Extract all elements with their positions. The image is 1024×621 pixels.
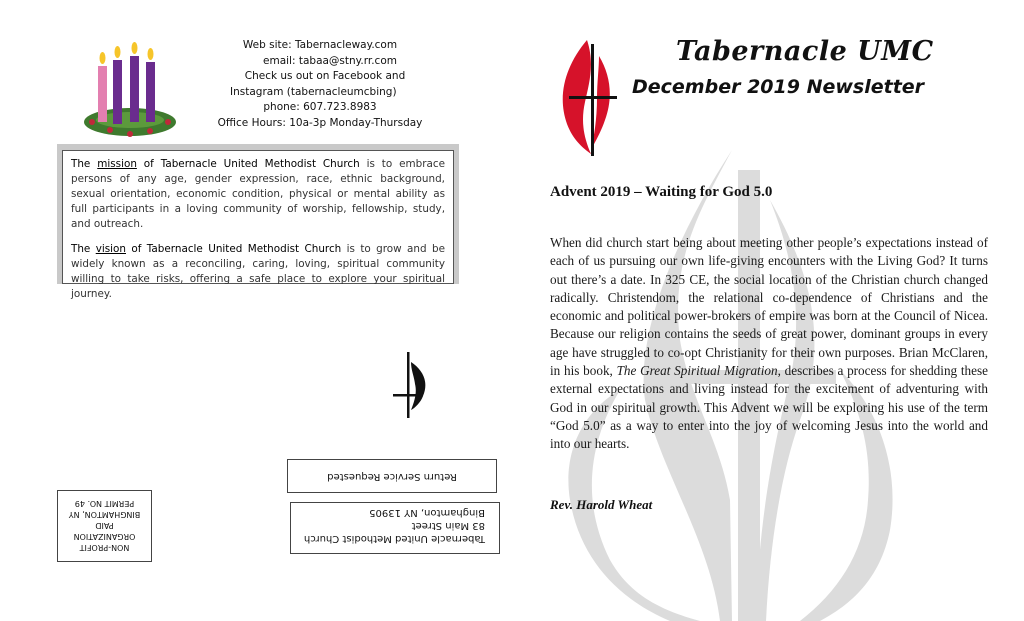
- permit-line-1: NON-PROFIT: [79, 543, 130, 552]
- address-line-1: Tabernacle United Methodist Church: [303, 533, 485, 544]
- return-address-box: [290, 502, 500, 554]
- umc-cross-flame-logo: [555, 36, 627, 156]
- phone-text: phone: 607.723.8983: [263, 101, 377, 113]
- mission-vision-box: [62, 150, 454, 300]
- permit-line-5: PERMIT NO. 49: [74, 499, 135, 508]
- article-body: When did church start being about meeting other people’s expectations instead of each of us pursuing our own life-giving encounters with the Living God? It turns out there’s a date. In 325 CE, the social location of the Christian church changed radically. Christendom, the relational co-dependence of Christians and the economic and political power-brokers of empire was born at the Council of Nicea. Because our religion contains the seeds of great power, dominant groups in every age have struggled to co-opt Christianity for their own purposes. Brian McClaren, in his book, The Great Spiritual Migration, describes a process for shedding these external expectations and living instead for the excitement of adventuring with God in our spiritual growth. This Advent we will be exploring his use of the term “God 5.0” as a way to enter into the joy of welcoming Jesus into the world and into our hearts.: [550, 235, 988, 452]
- permit-line-4: BINGHAMTON, NY: [68, 510, 141, 519]
- email-text: email: tabaa@stny.rr.com: [263, 54, 397, 67]
- advent-wreath-image: [80, 30, 180, 140]
- mission-statement: The mission of Tabernacle United Methodist Church is to embrace persons of any age, gender expression, race, ethnic background, sexual orientation, economic condition, physical or mental ability as full participants in a loving community of worship, fellowship, study, and outreach.: [71, 158, 445, 230]
- permit-line-2: ORGANIZATION: [73, 532, 136, 541]
- newsletter-title: Tabernacle UMC: [676, 36, 934, 67]
- article-heading: Advent 2019 – Waiting for God 5.0: [550, 184, 773, 200]
- article-author: Rev. Harold Wheat: [550, 497, 653, 512]
- permit-line-3: PAID: [95, 521, 114, 530]
- office-hours-text: Office Hours: 10a-3p Monday-Thursday: [217, 116, 423, 129]
- address-line-2: 83 Main Street: [411, 520, 485, 531]
- book-title: The Great Spiritual Migration: [616, 363, 778, 379]
- website-text: Web site: Tabernacleway.com: [242, 39, 398, 51]
- instagram-text: Instagram (tabernacleumcbing): [230, 85, 397, 98]
- contact-info: [200, 38, 440, 131]
- facebook-text: Check us out on Facebook and: [244, 70, 406, 82]
- cross-flame-small-logo: [393, 352, 433, 418]
- return-service-box: [287, 459, 497, 493]
- postage-permit-box: [57, 490, 152, 562]
- return-service-text: Return Service Requested: [327, 471, 457, 482]
- newsletter-subtitle: December 2019 Newsletter: [632, 76, 925, 98]
- address-line-3: Binghamton, NY 13905: [369, 507, 485, 518]
- vision-statement: The vision of Tabernacle United Methodist Church is to grow and be widely known as a reconciling, caring, loving, spiritual community willing to take risks, offering a safe place to explore your spiritual journey.: [71, 243, 445, 300]
